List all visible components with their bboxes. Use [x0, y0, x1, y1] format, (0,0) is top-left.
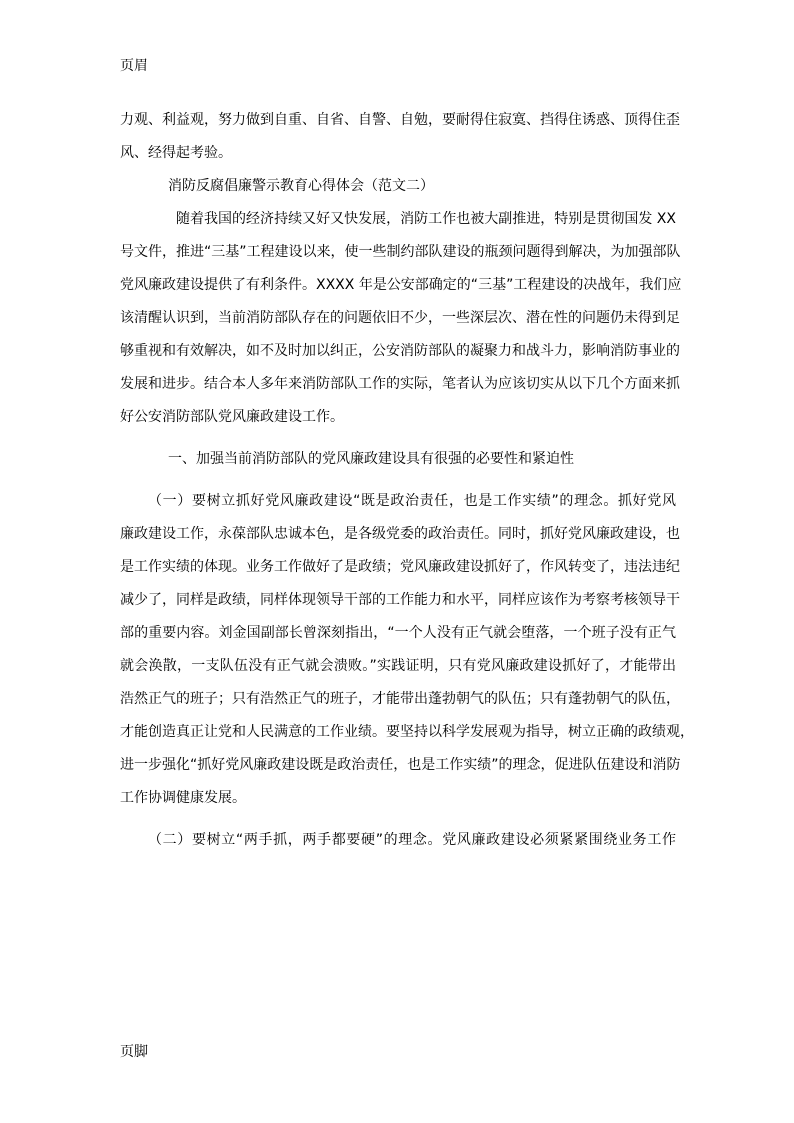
text-line: 是工作实绩的体现。业务工作做好了是政绩；党风廉政建设抓好了，作风转变了，违法违纪	[120, 559, 680, 575]
text-line: 减少了，同样是政绩，同样体现领导干部的工作能力和水平，同样应该作为考察考核领导干	[120, 592, 680, 608]
text-line: 部的重要内容。刘金国副部长曾深刻指出，“一个人没有正气就会堕落，一个班子没有正气	[120, 625, 676, 641]
text-line: （一）要树立抓好党风廉政建设“既是政治责任，也是工作实绩”的理念。抓好党风	[148, 493, 676, 509]
section-subtitle: 消防反腐倡廉警示教育心得体会（范文二）	[168, 178, 434, 194]
text-line: 好公安消防部队党风廉政建设工作。	[120, 409, 344, 425]
text-line: 随着我国的经济持续又好又快发展，消防工作也被大副推进，特别是贯彻国发 XX	[176, 211, 676, 227]
text-line: 该清醒认识到，当前消防部队存在的问题依旧不少，一些深层次、潜在性的问题仍未得到足	[120, 310, 680, 326]
text-line: 风、经得起考验。	[120, 145, 232, 161]
text-line: 够重视和有效解决，如不及时加以纠正，公安消防部队的凝聚力和战斗力，影响消防事业的	[120, 343, 680, 359]
text-line: （二）要树立“两手抓，两手都要硬”的理念。党风廉政建设必须紧紧围绕业务工作	[148, 832, 676, 848]
text-line: 党风廉政建设提供了有利条件。XXXX 年是公安部确定的“三基”工程建设的决战年，我们应	[120, 277, 682, 293]
text-line: 浩然正气的班子；只有浩然正气的班子，才能带出蓬勃朝气的队伍；只有蓬勃朝气的队伍，	[120, 691, 680, 707]
text-line: 廉政建设工作，永葆部队忠诚本色，是各级党委的政治责任。同时，抓好党风廉政建设，也	[120, 526, 680, 542]
page-header: 页眉	[120, 58, 148, 74]
text-line: 号文件，推进“三基”工程建设以来，使一些制约部队建设的瓶颈问题得到解决，为加强部队	[120, 244, 681, 260]
text-line: 力观、利益观，努力做到自重、自省、自警、自勉，要耐得住寂寞、挡得住诱惑、顶得住歪	[120, 112, 680, 128]
text-line: 就会涣散，一支队伍没有正气就会溃败。”实践证明，只有党风廉政建设抓好了，才能带出	[120, 658, 676, 674]
text-line: 工作协调健康发展。	[120, 790, 246, 806]
document-body	[120, 104, 694, 857]
section-heading: 一、加强当前消防部队的党风廉政建设具有很强的必要性和紧迫性	[168, 451, 574, 467]
text-line: 进一步强化“抓好党风廉政建设既是政治责任，也是工作实绩”的理念，促进队伍建设和消防	[120, 757, 681, 773]
text-line: 发展和进步。结合本人多年来消防部队工作的实际，笔者认为应该切实从以下几个方面来抓	[120, 376, 680, 392]
page-footer: 页脚	[120, 1044, 148, 1060]
text-line: 才能创造真正让党和人民满意的工作业绩。要坚持以科学发展观为指导，树立正确的政绩观，	[120, 724, 694, 740]
